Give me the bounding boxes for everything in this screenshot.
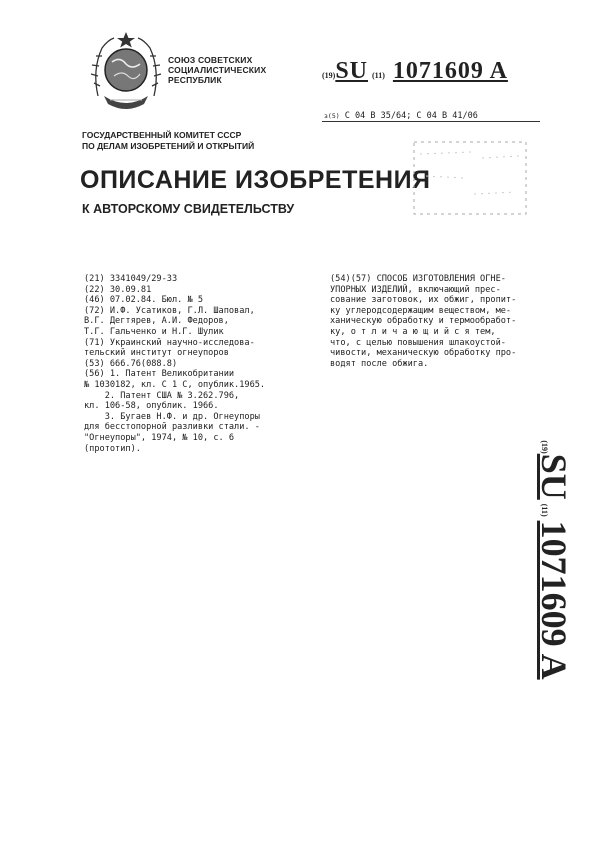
abstract-text — [330, 274, 590, 369]
biblio-line: (прототип). — [84, 443, 141, 454]
abstract-line: УПОРНЫХ ИЗДЕЛИЙ, включающий прес- — [330, 284, 501, 295]
union-line-1: СОЮЗ СОВЕТСКИХ — [168, 55, 253, 65]
union-line-2: СОЦИАЛИСТИЧЕСКИХ — [168, 65, 267, 75]
bibliographic-data — [84, 274, 324, 454]
abstract-line: чивости, механическую обработку про- — [330, 348, 517, 359]
committee-name — [82, 130, 254, 152]
ipc-classification — [324, 111, 478, 121]
biblio-line: № 1030182, кл. С 1 С, опублик.1965. — [84, 379, 266, 390]
document-subtitle: К АВТОРСКОМУ СВИДЕТЕЛЬСТВУ — [82, 202, 295, 216]
biblio-line: (72) И.Ф. Усатиков, Г.Л. Шаповал, — [84, 305, 255, 316]
biblio-line: кл. 106-58, опублик. 1966. — [84, 401, 219, 412]
library-stamp-icon — [412, 136, 528, 218]
biblio-line: В.Г. Дегтярев, А.И. Федоров, — [84, 316, 229, 327]
abstract-line: ханическую обработку и термообработ- — [330, 316, 517, 327]
code-19: (19) — [322, 71, 336, 80]
biblio-line: для бесстопорной разливки стали. - — [84, 422, 260, 433]
biblio-line: (21) 3341049/29-33 — [84, 274, 178, 284]
biblio-line: (46) 07.02.84. Бюл. № 5 — [84, 295, 203, 306]
abstract-line: водят после обжига. — [330, 358, 429, 369]
abstract-line: (54)(57) СПОСОБ ИЗГОТОВЛЕНИЯ ОГНЕ- — [330, 274, 506, 284]
biblio-line: 3. Бугаев Н.Ф. и др. Огнеупоры — [84, 411, 260, 422]
biblio-line: "Огнеупоры", 1974, № 10, с. 6 — [84, 432, 235, 443]
biblio-line: 2. Патент США № 3.262.796, — [84, 390, 240, 401]
committee-line-1: ГОСУДАРСТВЕННЫЙ КОМИТЕТ СССР — [82, 130, 242, 140]
document-title: ОПИСАНИЕ ИЗОБРЕТЕНИЯ — [80, 166, 431, 194]
ussr-emblem-icon — [88, 30, 164, 112]
biblio-line: (56) 1. Патент Великобритании — [84, 369, 235, 380]
biblio-line: Т.Г. Гальченко и Н.Г. Шулик — [84, 326, 224, 337]
union-name — [168, 55, 266, 85]
committee-line-2: ПО ДЕЛАМ ИЗОБРЕТЕНИЙ И ОТКРЫТИЙ — [82, 141, 255, 151]
patent-number: 1071609 A — [392, 58, 508, 84]
abstract-line: ку углеродсодержащим веществом, ме- — [330, 305, 512, 316]
country-code: SU — [335, 58, 369, 84]
abstract-line: сование заготовок, их обжиг, пропит- — [330, 295, 517, 306]
biblio-line: (22) 30.09.81 — [84, 284, 152, 295]
biblio-line: (53) 666.76(088.8) — [84, 358, 178, 369]
biblio-line: тельский институт огнеупоров — [84, 348, 229, 359]
ipc-classes: С 04 В 35/64; С 04 В 41/06 — [344, 111, 478, 121]
patent-header — [322, 58, 508, 85]
abstract-line: ку, о т л и ч а ю щ и й с я тем, — [330, 326, 496, 337]
union-line-3: РЕСПУБЛИК — [168, 75, 222, 85]
vertical-code-19: (19) — [540, 440, 549, 454]
code-11: (11) — [372, 71, 385, 80]
vertical-code-11: (11) — [540, 503, 549, 517]
ipc-prefix: з(5) — [324, 112, 340, 120]
vertical-patent-number: 1071609 A — [534, 520, 574, 680]
vertical-country-code: SU — [534, 453, 574, 500]
biblio-line: (71) Украинский научно-исследова- — [84, 337, 255, 348]
ipc-divider — [322, 121, 540, 122]
abstract-line: что, с целью повышения шлакоустой- — [330, 337, 506, 348]
